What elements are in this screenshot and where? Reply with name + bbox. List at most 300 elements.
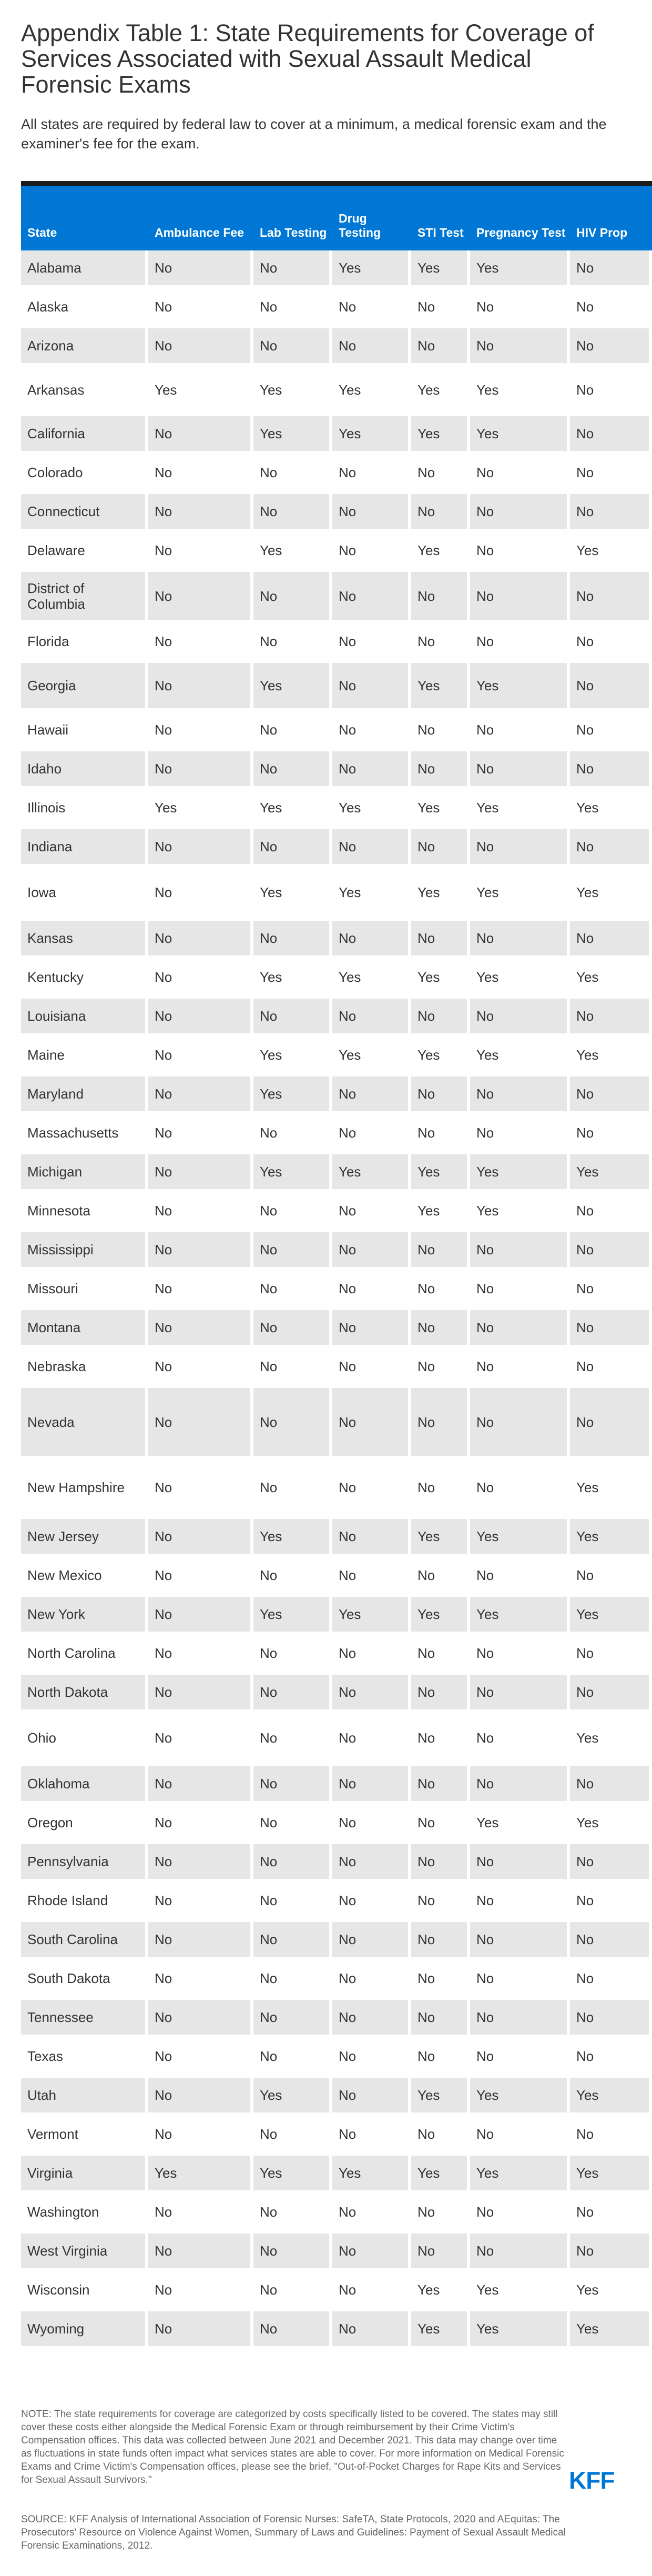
cell-pregnancy-test: No [470,2000,570,2039]
cell-drug-testing: No [332,1232,411,1271]
cell-lab-testing: No [253,829,332,868]
cell-state: Wisconsin [21,2272,148,2311]
cell-ambulance-fee: No [148,663,253,712]
cell-state: Iowa [21,868,148,921]
cell-state: Mississippi [21,1232,148,1271]
cell-drug-testing: No [332,1558,411,1597]
cell-lab-testing: No [253,999,332,1038]
cell-state: Louisiana [21,999,148,1038]
cell-hiv-prop: No [570,2000,652,2039]
cell-sti-test: Yes [411,2078,470,2117]
requirements-table-container[interactable] [21,181,628,2370]
cell-state: Idaho [21,751,148,790]
cell-sti-test: Yes [411,790,470,829]
cell-hiv-prop: No [570,999,652,1038]
cell-ambulance-fee: No [148,328,253,367]
cell-lab-testing: No [253,2117,332,2156]
cell-pregnancy-test: No [470,1349,570,1388]
cell-state: Montana [21,1310,148,1349]
cell-ambulance-fee: No [148,572,253,624]
cell-hiv-prop: No [570,1675,652,1714]
cell-lab-testing: No [253,1922,332,1961]
cell-sti-test: No [411,494,470,533]
cell-drug-testing: No [332,2039,411,2078]
cell-sti-test: No [411,572,470,624]
table-row [21,2311,652,2350]
kff-logo: KFF [569,2467,615,2494]
cell-hiv-prop: No [570,1349,652,1388]
table-row [21,328,652,367]
cell-sti-test: No [411,1922,470,1961]
cell-state: Alabama [21,250,148,289]
cell-hiv-prop: Yes [570,1519,652,1558]
cell-state: Alaska [21,289,148,328]
cell-sti-test: No [411,712,470,751]
cell-sti-test: No [411,1675,470,1714]
cell-pregnancy-test: No [470,829,570,868]
cell-pregnancy-test: No [470,1766,570,1805]
table-row [21,1232,652,1271]
cell-lab-testing: No [253,2272,332,2311]
cell-state: Pennsylvania [21,1844,148,1883]
cell-state: Rhode Island [21,1883,148,1922]
cell-hiv-prop: Yes [570,2078,652,2117]
cell-ambulance-fee: No [148,289,253,328]
cell-hiv-prop: No [570,1766,652,1805]
cell-pregnancy-test: No [470,1883,570,1922]
cell-drug-testing: No [332,921,411,960]
cell-hiv-prop: No [570,328,652,367]
cell-ambulance-fee: No [148,1636,253,1675]
cell-ambulance-fee: No [148,999,253,1038]
cell-state: Colorado [21,455,148,494]
cell-sti-test: Yes [411,1154,470,1193]
cell-pregnancy-test: Yes [470,663,570,712]
cell-sti-test: No [411,1961,470,2000]
cell-ambulance-fee: No [148,1961,253,2000]
cell-hiv-prop: No [570,2039,652,2078]
cell-pregnancy-test: No [470,533,570,572]
cell-pregnancy-test: No [470,1388,570,1460]
cell-pregnancy-test: Yes [470,250,570,289]
cell-lab-testing: Yes [253,367,332,416]
cell-pregnancy-test: Yes [470,2156,570,2195]
cell-sti-test: Yes [411,2311,470,2350]
cell-state: Kansas [21,921,148,960]
cell-ambulance-fee: No [148,2078,253,2117]
table-row [21,1961,652,2000]
cell-drug-testing: No [332,2233,411,2272]
cell-drug-testing: No [332,2195,411,2233]
cell-pregnancy-test: No [470,999,570,1038]
cell-pregnancy-test: Yes [470,416,570,455]
cell-lab-testing: No [253,2039,332,2078]
cell-sti-test: Yes [411,960,470,999]
table-row [21,1883,652,1922]
table-row [21,2156,652,2195]
cell-pregnancy-test: No [470,624,570,663]
cell-drug-testing: No [332,2000,411,2039]
cell-state: Ohio [21,1714,148,1766]
cell-drug-testing: No [332,1193,411,1232]
cell-ambulance-fee: No [148,2117,253,2156]
table-row [21,829,652,868]
cell-hiv-prop: Yes [570,790,652,829]
cell-ambulance-fee: No [148,1310,253,1349]
cell-ambulance-fee: No [148,1558,253,1597]
cell-sti-test: No [411,455,470,494]
cell-sti-test: No [411,1558,470,1597]
table-row [21,1922,652,1961]
table-row [21,751,652,790]
cell-state: Minnesota [21,1193,148,1232]
cell-hiv-prop: Yes [570,960,652,999]
column-header-ambulance-fee: Ambulance Fee [148,181,253,250]
table-body [21,250,652,2350]
cell-hiv-prop: Yes [570,2272,652,2311]
cell-pregnancy-test: Yes [470,1805,570,1844]
cell-ambulance-fee: No [148,250,253,289]
cell-drug-testing: No [332,1271,411,1310]
cell-state: Florida [21,624,148,663]
cell-lab-testing: No [253,1115,332,1154]
cell-pregnancy-test: Yes [470,1519,570,1558]
cell-ambulance-fee: No [148,1232,253,1271]
cell-drug-testing: No [332,663,411,712]
cell-pregnancy-test: No [470,1076,570,1115]
cell-ambulance-fee: No [148,1675,253,1714]
cell-lab-testing: No [253,2000,332,2039]
cell-hiv-prop: Yes [570,1038,652,1076]
cell-ambulance-fee: No [148,2195,253,2233]
cell-ambulance-fee: No [148,751,253,790]
cell-state: Georgia [21,663,148,712]
cell-sti-test: No [411,1805,470,1844]
cell-hiv-prop: No [570,289,652,328]
cell-state: Arkansas [21,367,148,416]
cell-state: Arizona [21,328,148,367]
cell-state: Hawaii [21,712,148,751]
cell-drug-testing: Yes [332,960,411,999]
table-row [21,1636,652,1675]
cell-pregnancy-test: No [470,1961,570,2000]
cell-lab-testing: No [253,572,332,624]
cell-ambulance-fee: No [148,1154,253,1193]
cell-ambulance-fee: No [148,1766,253,1805]
table-row [21,1271,652,1310]
cell-drug-testing: No [332,1805,411,1844]
cell-state: Tennessee [21,2000,148,2039]
cell-drug-testing: No [332,494,411,533]
cell-lab-testing: No [253,1805,332,1844]
cell-sti-test: No [411,624,470,663]
table-row [21,1193,652,1232]
cell-state: North Dakota [21,1675,148,1714]
cell-drug-testing: No [332,1349,411,1388]
table-row [21,712,652,751]
cell-hiv-prop: No [570,624,652,663]
cell-drug-testing: No [332,1961,411,2000]
cell-pregnancy-test: No [470,455,570,494]
table-row [21,663,652,712]
cell-lab-testing: Yes [253,1597,332,1636]
cell-drug-testing: No [332,751,411,790]
cell-lab-testing: No [253,1271,332,1310]
cell-state: North Carolina [21,1636,148,1675]
cell-lab-testing: Yes [253,416,332,455]
table-row [21,868,652,921]
cell-drug-testing: Yes [332,416,411,455]
cell-sti-test: No [411,1460,470,1519]
cell-ambulance-fee: Yes [148,790,253,829]
cell-ambulance-fee: No [148,2272,253,2311]
table-row [21,1460,652,1519]
cell-lab-testing: Yes [253,2078,332,2117]
cell-sti-test: Yes [411,250,470,289]
column-header-state: State [21,181,148,250]
cell-pregnancy-test: No [470,1271,570,1310]
cell-drug-testing: No [332,829,411,868]
cell-drug-testing: Yes [332,1038,411,1076]
cell-state: Nevada [21,1388,148,1460]
cell-sti-test: No [411,1388,470,1460]
cell-sti-test: No [411,1115,470,1154]
table-source: SOURCE: KFF Analysis of International Association of Forensic Nurses: SafeTA, State Protocols, 2020 and AEquitas: The Prosecutors' Resource on Violence Against Women, Summary of Laws and Guidelines: Payment of Sexual Assault Medical Forensic Examinations, 2012. [21,2514,566,2551]
cell-ambulance-fee: No [148,494,253,533]
cell-drug-testing: No [332,572,411,624]
cell-ambulance-fee: No [148,829,253,868]
cell-pregnancy-test: No [470,1675,570,1714]
cell-hiv-prop: No [570,416,652,455]
cell-lab-testing: No [253,2311,332,2350]
cell-lab-testing: Yes [253,533,332,572]
table-row [21,1349,652,1388]
cell-lab-testing: No [253,1558,332,1597]
cell-drug-testing: No [332,624,411,663]
column-header-lab-testing: Lab Testing [253,181,332,250]
cell-sti-test: Yes [411,1597,470,1636]
cell-hiv-prop: No [570,455,652,494]
cell-state: Kentucky [21,960,148,999]
cell-ambulance-fee: No [148,1115,253,1154]
cell-lab-testing: No [253,494,332,533]
cell-pregnancy-test: Yes [470,960,570,999]
column-header-hiv-prop: HIV Prop [570,181,652,250]
cell-hiv-prop: No [570,921,652,960]
cell-pregnancy-test: Yes [470,1038,570,1076]
cell-sti-test: Yes [411,663,470,712]
cell-hiv-prop: No [570,2233,652,2272]
cell-sti-test: No [411,2195,470,2233]
cell-lab-testing: No [253,751,332,790]
cell-ambulance-fee: No [148,868,253,921]
cell-pregnancy-test: No [470,1115,570,1154]
cell-lab-testing: No [253,1714,332,1766]
table-row [21,416,652,455]
cell-state: Massachusetts [21,1115,148,1154]
cell-ambulance-fee: No [148,1460,253,1519]
cell-sti-test: No [411,999,470,1038]
cell-state: Virginia [21,2156,148,2195]
cell-lab-testing: No [253,1460,332,1519]
cell-ambulance-fee: No [148,1597,253,1636]
cell-lab-testing: No [253,712,332,751]
cell-sti-test: No [411,2117,470,2156]
cell-pregnancy-test: Yes [470,1193,570,1232]
table-row [21,533,652,572]
cell-sti-test: Yes [411,533,470,572]
table-row [21,2195,652,2233]
cell-state: South Carolina [21,1922,148,1961]
cell-lab-testing: Yes [253,1038,332,1076]
cell-sti-test: Yes [411,1519,470,1558]
cell-drug-testing: Yes [332,868,411,921]
cell-pregnancy-test: No [470,2039,570,2078]
page-title: Appendix Table 1: State Requirements for Coverage of Services Associated with Sexual Assault Medical Forensic Exams [21,19,594,98]
cell-drug-testing: No [332,328,411,367]
cell-drug-testing: No [332,1766,411,1805]
table-row [21,1844,652,1883]
cell-hiv-prop: No [570,1883,652,1922]
cell-state: Michigan [21,1154,148,1193]
cell-lab-testing: No [253,1388,332,1460]
cell-lab-testing: Yes [253,1154,332,1193]
cell-lab-testing: Yes [253,1519,332,1558]
table-row [21,289,652,328]
table-row [21,1558,652,1597]
cell-sti-test: No [411,289,470,328]
cell-sti-test: Yes [411,2156,470,2195]
cell-state: Delaware [21,533,148,572]
cell-ambulance-fee: No [148,712,253,751]
cell-drug-testing: No [332,712,411,751]
cell-state: Missouri [21,1271,148,1310]
cell-sti-test: No [411,1714,470,1766]
cell-ambulance-fee: No [148,1883,253,1922]
cell-state: New Mexico [21,1558,148,1597]
cell-drug-testing: No [332,1519,411,1558]
cell-pregnancy-test: No [470,712,570,751]
cell-ambulance-fee: No [148,1038,253,1076]
cell-hiv-prop: Yes [570,2311,652,2350]
cell-drug-testing: No [332,1883,411,1922]
cell-ambulance-fee: Yes [148,2156,253,2195]
cell-lab-testing: No [253,1636,332,1675]
cell-hiv-prop: No [570,572,652,624]
cell-lab-testing: No [253,250,332,289]
cell-state: Nebraska [21,1349,148,1388]
table-row [21,2117,652,2156]
cell-drug-testing: Yes [332,250,411,289]
table-row [21,1597,652,1636]
cell-state: Illinois [21,790,148,829]
table-row [21,250,652,289]
table-row [21,1076,652,1115]
cell-hiv-prop: No [570,1922,652,1961]
table-row [21,494,652,533]
cell-state: Vermont [21,2117,148,2156]
table-row [21,2272,652,2311]
cell-hiv-prop: No [570,1961,652,2000]
cell-drug-testing: Yes [332,2156,411,2195]
cell-sti-test: No [411,1271,470,1310]
cell-lab-testing: Yes [253,1076,332,1115]
cell-hiv-prop: No [570,712,652,751]
cell-sti-test: No [411,921,470,960]
cell-drug-testing: No [332,1844,411,1883]
column-header-drug-testing: Drug Testing [332,181,411,250]
cell-drug-testing: No [332,1310,411,1349]
column-header-sti-test: STI Test [411,181,470,250]
cell-sti-test: Yes [411,868,470,921]
cell-sti-test: No [411,2039,470,2078]
cell-sti-test: No [411,1310,470,1349]
cell-pregnancy-test: No [470,328,570,367]
cell-drug-testing: No [332,1388,411,1460]
cell-hiv-prop: Yes [570,1714,652,1766]
cell-ambulance-fee: No [148,533,253,572]
cell-ambulance-fee: No [148,2039,253,2078]
cell-lab-testing: No [253,1766,332,1805]
cell-drug-testing: No [332,2117,411,2156]
cell-sti-test: No [411,829,470,868]
cell-hiv-prop: No [570,494,652,533]
cell-state: Maryland [21,1076,148,1115]
cell-pregnancy-test: Yes [470,1154,570,1193]
cell-drug-testing: No [332,1636,411,1675]
cell-ambulance-fee: No [148,1714,253,1766]
table-row [21,960,652,999]
cell-lab-testing: No [253,289,332,328]
cell-pregnancy-test: No [470,1922,570,1961]
cell-drug-testing: No [332,1115,411,1154]
table-row [21,1519,652,1558]
cell-lab-testing: Yes [253,790,332,829]
cell-hiv-prop: No [570,663,652,712]
cell-ambulance-fee: No [148,2311,253,2350]
cell-lab-testing: No [253,921,332,960]
cell-hiv-prop: No [570,1388,652,1460]
cell-hiv-prop: No [570,1115,652,1154]
cell-pregnancy-test: No [470,572,570,624]
cell-ambulance-fee: No [148,960,253,999]
cell-ambulance-fee: No [148,416,253,455]
cell-sti-test: Yes [411,2272,470,2311]
cell-ambulance-fee: No [148,921,253,960]
cell-ambulance-fee: No [148,2233,253,2272]
cell-hiv-prop: Yes [570,868,652,921]
table-row [21,1388,652,1460]
cell-pregnancy-test: No [470,751,570,790]
cell-drug-testing: No [332,999,411,1038]
cell-drug-testing: Yes [332,1597,411,1636]
cell-state: Texas [21,2039,148,2078]
cell-sti-test: Yes [411,1193,470,1232]
table-row [21,2000,652,2039]
cell-sti-test: Yes [411,1038,470,1076]
cell-pregnancy-test: No [470,1558,570,1597]
cell-pregnancy-test: Yes [470,2311,570,2350]
cell-drug-testing: Yes [332,367,411,416]
cell-hiv-prop: Yes [570,1805,652,1844]
cell-drug-testing: No [332,2078,411,2117]
cell-hiv-prop: No [570,1232,652,1271]
cell-hiv-prop: No [570,1636,652,1675]
cell-lab-testing: Yes [253,960,332,999]
cell-ambulance-fee: No [148,1271,253,1310]
table-row [21,1675,652,1714]
cell-hiv-prop: Yes [570,1597,652,1636]
